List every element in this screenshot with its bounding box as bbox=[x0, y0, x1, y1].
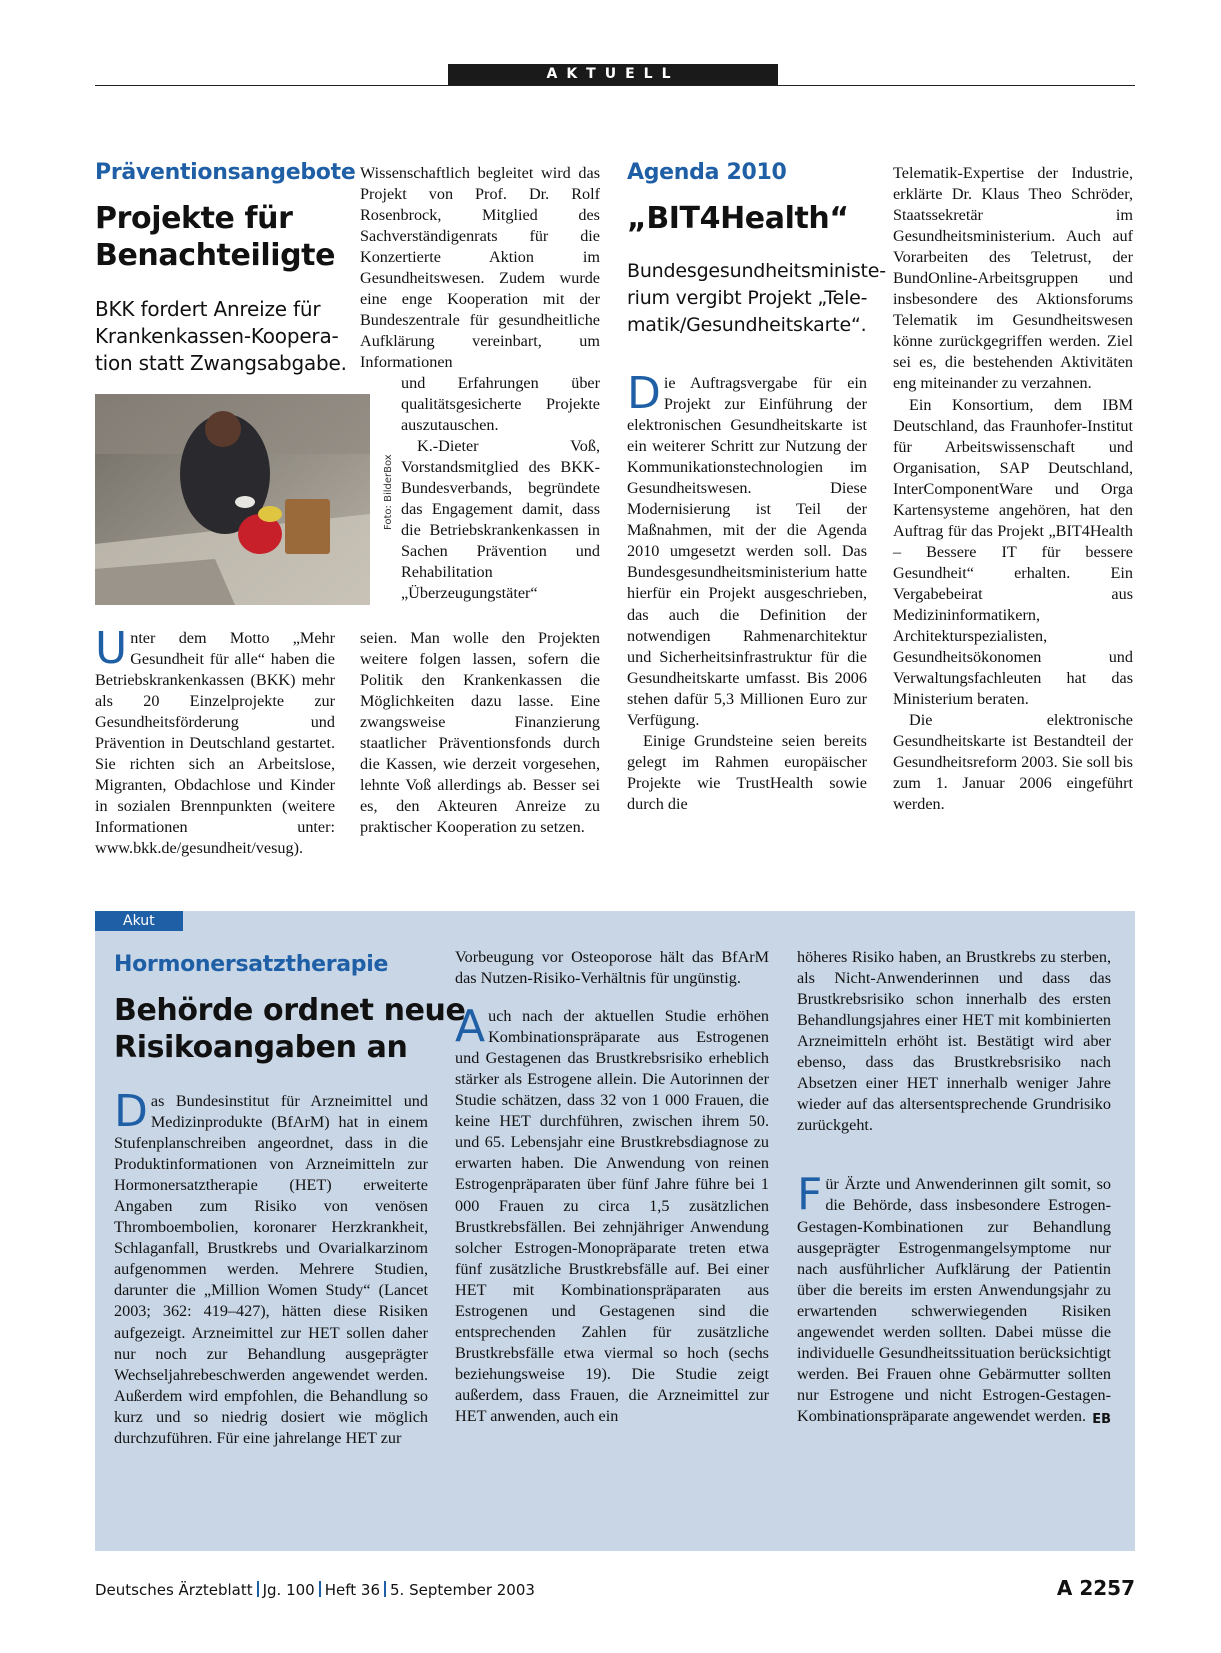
article2-headline: „BIT4Health“ bbox=[627, 201, 849, 236]
dropcap: D bbox=[627, 368, 661, 419]
separator bbox=[319, 1581, 321, 1597]
article1-body-col2-bottom: seien. Man wolle den Projekten weitere folgen lassen, sofern die Politik den Krankenkassen die Möglichkeiten dazu lasse. Eine zwangsweise Finanzierung staatlicher Präventionsfonds durch die Kassen, wie derzeit vorgesehen, lehnte Voß allerdings ab. Besser sei es, den Akteuren Anreize zu praktischer Kooperation zu setzen. bbox=[360, 629, 600, 837]
dropcap: A bbox=[455, 1001, 486, 1053]
dropcap: U bbox=[95, 623, 128, 674]
footer-citation: Deutsches Ärzteblatt Jg. 100 Heft 36 5. September 2003 bbox=[95, 1581, 535, 1599]
article2-deck: Bundesgesundheitsministe- rium vergibt Projekt „Tele- matik/Gesundheitskarte“. bbox=[627, 260, 886, 336]
article2-body-col1: Die Auftragsvergabe für ein Projekt zur Einführung der elektronischen Gesundheitskarte ist ein weiterer Schritt zur Nutzung der Kommunikationstechnologien im Gesundheitswesen. Diese Modernisierung ist Teil der Maßnahmen, mit der die Agenda 2010 umgesetzt werden soll. Das Bundesgesundheitsministerium hatte hierfür ein Projekt ausgeschrieben, das auch die Definition der notwendigen Rahmenarchitektur und Sicherheitsinfrastruktur für die Gesundheitskarte umfasst. Bis 2006 stehen dafür 5,3 Millionen Euro zur Verfügung. Einige Grundsteine seien bereits gelegt im Rahmen europäischer Projekte wie TrustHealth sowie durch die bbox=[627, 368, 867, 813]
article1-body-col2-wrap: und Erfahrungen über qualitätsgesicherte Projekte auszutauschen. K.-Dieter Voß, Vorstandsmitglied des BKK-Bundesverbands, begründete das Engagement damit, dass die Betriebskrankenkassen in Sachen Prävention und Rehabilitation „Überzeugungstäter“ bbox=[401, 374, 600, 603]
infobox-tag: Akut bbox=[95, 911, 183, 931]
article1-headline: Projekte für Benachteiligte bbox=[95, 201, 336, 273]
article2-body-col2: Telematik-Expertise der Industrie, erklärte Dr. Klaus Theo Schröder, Staatssekretär im Gesundheitsministerium. Auch auf Vorarbeiten des Teletrust, der BundOnline-Arbeitsgruppen und insbesondere des Aktionsforums Telematik im Gesundheitswesen könne zurückgegriffen werden. Ziel sei es, die bestehenden Aktivitäten eng miteinander zu verzahnen. Ein Konsortium, dem IBM Deutschland, das Fraunhofer-Institut für Arbeitswissenschaft und Organisation, SAP Deutschland, InterComponentWare und Orga Kartensysteme angehören, hat den Auftrag für das Projekt „BIT4Health – Bessere IT für bessere Gesundheit“ erhalten. Ein Vergabebeirat aus Medizininformatikern, Architekturspezialisten, Gesundheitsökonomen und Verwaltungsfachleuten hat das Ministerium beraten. Die elektronische Gesundheitskarte ist Bestandteil der Gesundheitsreform 2003. Sie soll bis zum 1. Januar 2006 eingeführt werden. bbox=[893, 164, 1133, 814]
photo-credit: Foto: BilderBox bbox=[383, 454, 394, 530]
article1-deck: BKK fordert Anreize für Krankenkassen-Koopera- tion statt Zwangsabgabe. bbox=[95, 297, 347, 375]
homeless-person-photo bbox=[95, 394, 370, 605]
page-number: A 2257 bbox=[1056, 1576, 1135, 1600]
infobox-body-col3: höheres Risiko haben, an Brustkrebs zu sterben, als Nicht-Anwenderinnen und dass das Brustkrebsrisiko schon innerhalb des ersten Behandlungsjahres einer HET mit kombinierten Arzneimitteln erhöht ist. Bestätigt wird aber ebenso, dass das Brustkrebsrisiko nach Absetzen einer HET innerhalb weniger Jahre wieder auf das altersentsprechende Grundrisiko zurückgeht. Für Ärzte und Anwenderinnen gilt somit, so die Behörde, dass insbesondere Estrogen-Gestagen-Kombinationen zur Behandlung ausgeprägter Estrogenmangelsymptome nur nach ausführlicher Aufklärung der Patientin über die bereits im ersten Anwendungsjahr zu erwartenden schwerwiegenden Risiken angewendet werden sollten. Dabei müsse die individuelle Gesundheitssituation berücksichtigt werden. Bei Frauen ohne Gebärmutter sollten nur Estrogene und nicht Estrogen-Gestagen-Kombinationspräparate angewendet werden. EB bbox=[797, 947, 1111, 1430]
section-label: AKTUELL bbox=[448, 64, 778, 85]
infobox-body-col1: Das Bundesinstitut für Arzneimittel und Medizinprodukte (BfArM) hat in einem Stufenplanschreiben angeordnet, dass in die Produktinformationen von Arzneimitteln zur Hormonersatztherapie (HET) erweiterte Angaben zum Risiko von venösen Thromboembolien, koronarer Herzkrankheit, Schlaganfall, Brustkrebs und Ovarialkarzinom aufgenommen werden. Mehrere Studien, darunter die „Million Women Study“ (Lancet 2003; 362: 419–427), hätten diese Risiken aufgezeigt. Arzneimittel zur HET sollen daher nur noch zur Behandlung ausgeprägter Wechseljahrebeschwerden angewendet werden. Außerdem wird empfohlen, die Behandlung so kurz und so niedrig dosiert wie möglich durchzuführen. Für eine jahrelange HET zur bbox=[114, 1086, 428, 1447]
separator bbox=[384, 1581, 386, 1597]
header-rule bbox=[95, 85, 1135, 86]
dropcap: D bbox=[114, 1086, 148, 1137]
article1-body-col1: Unter dem Motto „Mehr Gesundheit für alle“ haben die Betriebskrankenkassen (BKK) mehr als 20 Einzelprojekte zur Gesundheitsförderung und Prävention in Deutschland gestartet. Sie richten sich an Arbeitslose, Migranten, Obdachlose und Kinder in sozialen Brennpunkten (weitere Informationen unter: www.bkk.de/gesundheit/vesug). bbox=[95, 623, 335, 858]
author-signature: EB bbox=[1092, 1411, 1111, 1427]
infobox-headline: Behörde ordnet neue Risikoangaben an bbox=[114, 993, 466, 1065]
separator bbox=[257, 1581, 259, 1597]
dropcap: F bbox=[797, 1169, 823, 1221]
infobox-kicker: Hormonersatztherapie bbox=[114, 952, 389, 977]
article2-kicker: Agenda 2010 bbox=[627, 160, 787, 185]
article1-kicker: Präventionsangebote bbox=[95, 160, 356, 185]
article1-body-col2-top: Wissenschaftlich begleitet wird das Projekt von Prof. Dr. Rolf Rosenbrock, Mitglied des Sachverständigenrats für die Konzertierte Aktion im Gesundheitswesen. Zudem wurde eine enge Kooperation mit der Bundeszentrale für gesundheitliche Aufklärung vereinbart, um Informationen bbox=[360, 164, 600, 372]
infobox-body-col2: Vorbeugung vor Osteoporose hält das BfArM das Nutzen-Risiko-Verhältnis für ungünstig. Auch nach der aktuellen Studie erhöhen Kombinationspräparate aus Estrogenen und Gestagenen das Brustkrebsrisiko erheblich stärker als Estrogene allein. Die Autorinnen der Studie schätzen, dass 32 von 1 000 Frauen, die keine HET durchführen, zwischen ihrem 50. und 65. Lebensjahr eine Brustkrebsdiagnose zu erwarten haben. Die Anwendung von reinen Estrogenpräparaten über fünf Jahre führe bei 1 000 Frauen zu circa 1,5 zusätzlichen Brustkrebsfällen. Bei zehnjähriger Anwendung solcher Estrogen-Monopräparate treten etwa fünf zusätzliche Brustkrebsfälle auf. Bei einer HET mit Kombinationspräparaten aus Estrogenen und Gestagenen sind die entsprechenden Zahlen für zusätzliche Brustkrebsfälle etwa viermal so hoch (sechs beziehungsweise 19). Die Studie zeigt außerdem, dass Frauen, die Arzneimittel zur HET anwenden, auch ein bbox=[455, 948, 769, 1425]
